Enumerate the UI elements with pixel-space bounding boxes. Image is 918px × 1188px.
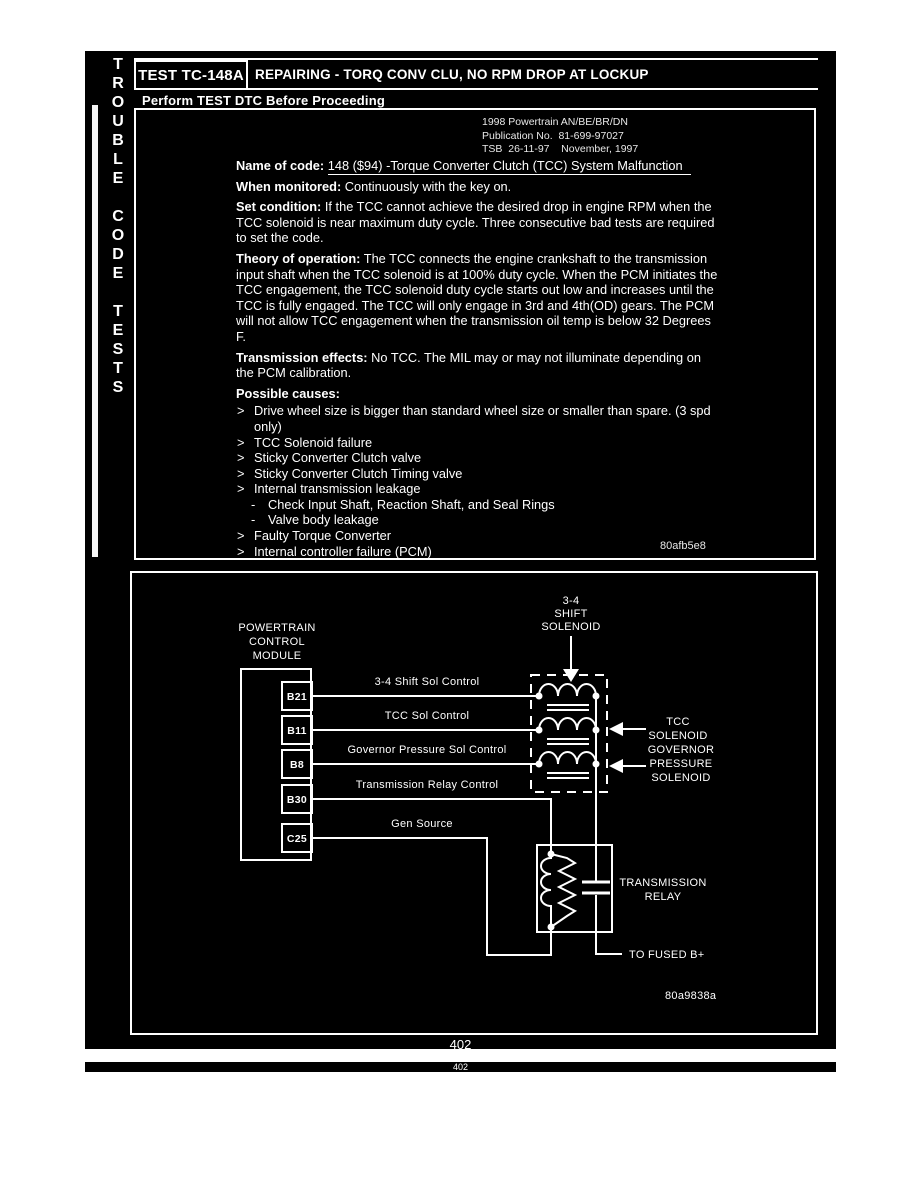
cause-marker: >: [237, 450, 245, 466]
governor-solenoid-label: PRESSURE: [649, 758, 713, 770]
code-description-text: [236, 158, 722, 559]
sidebar-letter: T: [113, 56, 123, 73]
cause-marker: -: [251, 496, 256, 512]
page-number: 402: [449, 1037, 472, 1049]
sidebar-letter: S: [112, 379, 124, 396]
publication-info: [482, 116, 638, 157]
page-number-duplicate: 402: [452, 1062, 469, 1072]
tcc-solenoid-core: [547, 739, 589, 744]
cause-marker: -: [251, 512, 256, 528]
test-id-box: [134, 60, 248, 90]
figure-code: 80afb5e8: [660, 540, 706, 552]
possible-causes-list: [236, 403, 722, 559]
fused-b-plus-label: TO FUSED B+: [629, 949, 705, 961]
name-of-code-value: 148 ($94) -Torque Converter Clutch (TCC) System Malfunction: [328, 158, 691, 175]
pin-label-b30: B30: [286, 794, 308, 806]
governor-solenoid-label: SOLENOID: [651, 772, 711, 784]
pin-label-c25: C25: [286, 833, 308, 845]
cause-item: [236, 450, 722, 466]
cause-subitem: [250, 497, 722, 513]
theory-label: Theory of operation:: [236, 250, 361, 266]
shift-solenoid-coil: [539, 684, 596, 696]
shift-solenoid-label: SOLENOID: [541, 621, 601, 633]
transmission-relay-label: TRANSMISSION: [619, 877, 707, 889]
figure-code: 80a9838a: [665, 990, 717, 1002]
cause-item: [236, 403, 722, 434]
page-edge-bar: [92, 105, 98, 557]
publication-line: 1998 Powertrain AN/BE/BR/DN: [482, 116, 628, 128]
sidebar-letter: E: [112, 322, 124, 339]
cause-text: Sticky Converter Clutch valve: [254, 450, 422, 466]
wire-label-tcc-sol: TCC Sol Control: [384, 710, 470, 722]
cause-marker: >: [237, 543, 245, 559]
junction-dot: [536, 693, 543, 700]
cause-marker: >: [237, 434, 245, 450]
relay-resistor: [551, 854, 575, 927]
code-description-box: [134, 108, 816, 560]
cause-subitem: [250, 512, 722, 528]
sidebar-letter: D: [112, 246, 124, 263]
sidebar-letter: C: [112, 208, 124, 225]
publication-line: Publication No. 81-699-97027: [482, 129, 624, 142]
header-subtitle: Perform TEST DTC Before Proceeding: [142, 93, 386, 108]
cause-text: Drive wheel size is bigger than standard wheel size or smaller than spare. (3 spd only): [254, 403, 711, 434]
publication-line: TSB 26-11-97 November, 1997: [482, 143, 639, 155]
cause-item: [236, 528, 722, 544]
cause-marker: >: [237, 465, 245, 481]
sidebar-letter: O: [111, 227, 125, 244]
sidebar-letter: R: [112, 75, 124, 92]
page-panel: [85, 51, 836, 1049]
junction-dot: [536, 761, 543, 768]
effects-para: [236, 350, 722, 381]
cause-text: TCC Solenoid failure: [254, 434, 373, 450]
sidebar-letter: S: [112, 341, 124, 358]
possible-causes-heading: Possible causes:: [236, 385, 340, 401]
tcc-solenoid-coil: [539, 718, 596, 730]
pcm-label: POWERTRAIN: [238, 622, 316, 634]
governor-solenoid-core: [547, 773, 589, 778]
junction-dot: [536, 727, 543, 734]
wire-label-shift-sol: 3-4 Shift Sol Control: [374, 676, 480, 688]
cause-text: Check Input Shaft, Reaction Shaft, and Seal Rings: [268, 496, 555, 512]
sidebar-letter: E: [112, 170, 124, 187]
cause-text: Valve body leakage: [268, 512, 379, 528]
theory-para: [236, 251, 722, 345]
name-of-code-label: Name of code:: [236, 158, 325, 173]
name-of-code-line: [236, 158, 722, 174]
sidebar-letter: B: [112, 132, 124, 149]
shift-solenoid-label: SHIFT: [554, 608, 588, 620]
governor-solenoid-label: GOVERNOR: [647, 744, 715, 756]
when-monitored-value: Continuously with the key on.: [344, 178, 512, 194]
wire-label-relay-control: Transmission Relay Control: [355, 779, 499, 791]
set-condition-value: If the TCC cannot achieve the desired drop in engine RPM when the TCC solenoid is near maximum duty cycle. Three consecutive bad tests are required to set the code.: [236, 199, 715, 246]
pcm-label: CONTROL: [249, 636, 305, 648]
wire-to-fused-b-plus: [596, 895, 622, 954]
sidebar-letter: T: [113, 303, 123, 320]
wire-label-governor-sol: Governor Pressure Sol Control: [347, 744, 507, 756]
cause-text: Sticky Converter Clutch Timing valve: [254, 465, 463, 481]
sidebar-letter: U: [112, 113, 124, 130]
pin-label-b11: B11: [287, 725, 307, 737]
sidebar-letter: E: [112, 265, 124, 282]
cause-item: [236, 481, 722, 497]
effects-label: Transmission effects:: [236, 349, 368, 365]
set-condition-label: Set condition:: [236, 199, 322, 215]
transmission-relay-label: RELAY: [644, 891, 682, 903]
cause-item: [236, 435, 722, 451]
wiring-diagram: [132, 573, 816, 1033]
governor-solenoid-arrowhead-icon: [609, 759, 623, 773]
cause-item: [236, 466, 722, 482]
page-number-strip: [85, 1062, 836, 1072]
cause-marker: >: [237, 481, 245, 497]
wire-gen-source: [312, 838, 551, 955]
cause-text: Internal transmission leakage: [254, 481, 421, 497]
cause-marker: >: [237, 528, 245, 544]
theory-value: The TCC connects the engine crankshaft to the transmission input shaft when the TCC solenoid is at 100% duty cycle. When the PCM initiates the TCC engagement, the TCC solenoid duty cycle starts out low and increases until the TCC is fully engaged. The TCC will only engage in 3rd and 4th(OD) gears. The PCM will not allow TCC engagement when the transmission oil temp is below 32 Degrees F.: [236, 250, 718, 344]
header-mid-rule: [134, 88, 818, 90]
cause-item: [236, 544, 722, 560]
relay-coil: [541, 854, 551, 927]
effects-value: No TCC. The MIL may or may not illuminate depending on the PCM calibration.: [236, 349, 701, 381]
test-id: TEST TC-148A: [138, 66, 244, 84]
cause-text: Internal controller failure (PCM): [254, 543, 432, 559]
cause-text: Faulty Torque Converter: [254, 528, 392, 544]
tcc-solenoid-arrowhead-icon: [609, 722, 623, 736]
shift-solenoid-core: [547, 705, 589, 710]
page-title: REPAIRING - TORQ CONV CLU, NO RPM DROP AT LOCKUP: [255, 67, 649, 82]
when-monitored-line: [236, 179, 722, 195]
set-condition-para: [236, 199, 722, 246]
wiring-diagram-box: [130, 571, 818, 1035]
pin-label-b8: B8: [289, 759, 305, 771]
pin-label-b21: B21: [286, 691, 308, 703]
when-monitored-label: When monitored:: [236, 178, 342, 194]
shift-solenoid-label: 3-4: [562, 595, 580, 607]
sidebar-letter: O: [111, 94, 125, 111]
wire-label-gen-source: Gen Source: [391, 818, 453, 830]
cause-marker: >: [237, 403, 245, 419]
sidebar-letter: T: [113, 360, 123, 377]
sidebar-letter: L: [113, 151, 123, 168]
tcc-solenoid-label: TCC: [666, 716, 690, 728]
governor-solenoid-coil: [539, 752, 596, 764]
tcc-solenoid-label: SOLENOID: [648, 730, 708, 742]
sidebar-vertical-title: [107, 55, 129, 397]
pcm-label: MODULE: [252, 650, 302, 662]
